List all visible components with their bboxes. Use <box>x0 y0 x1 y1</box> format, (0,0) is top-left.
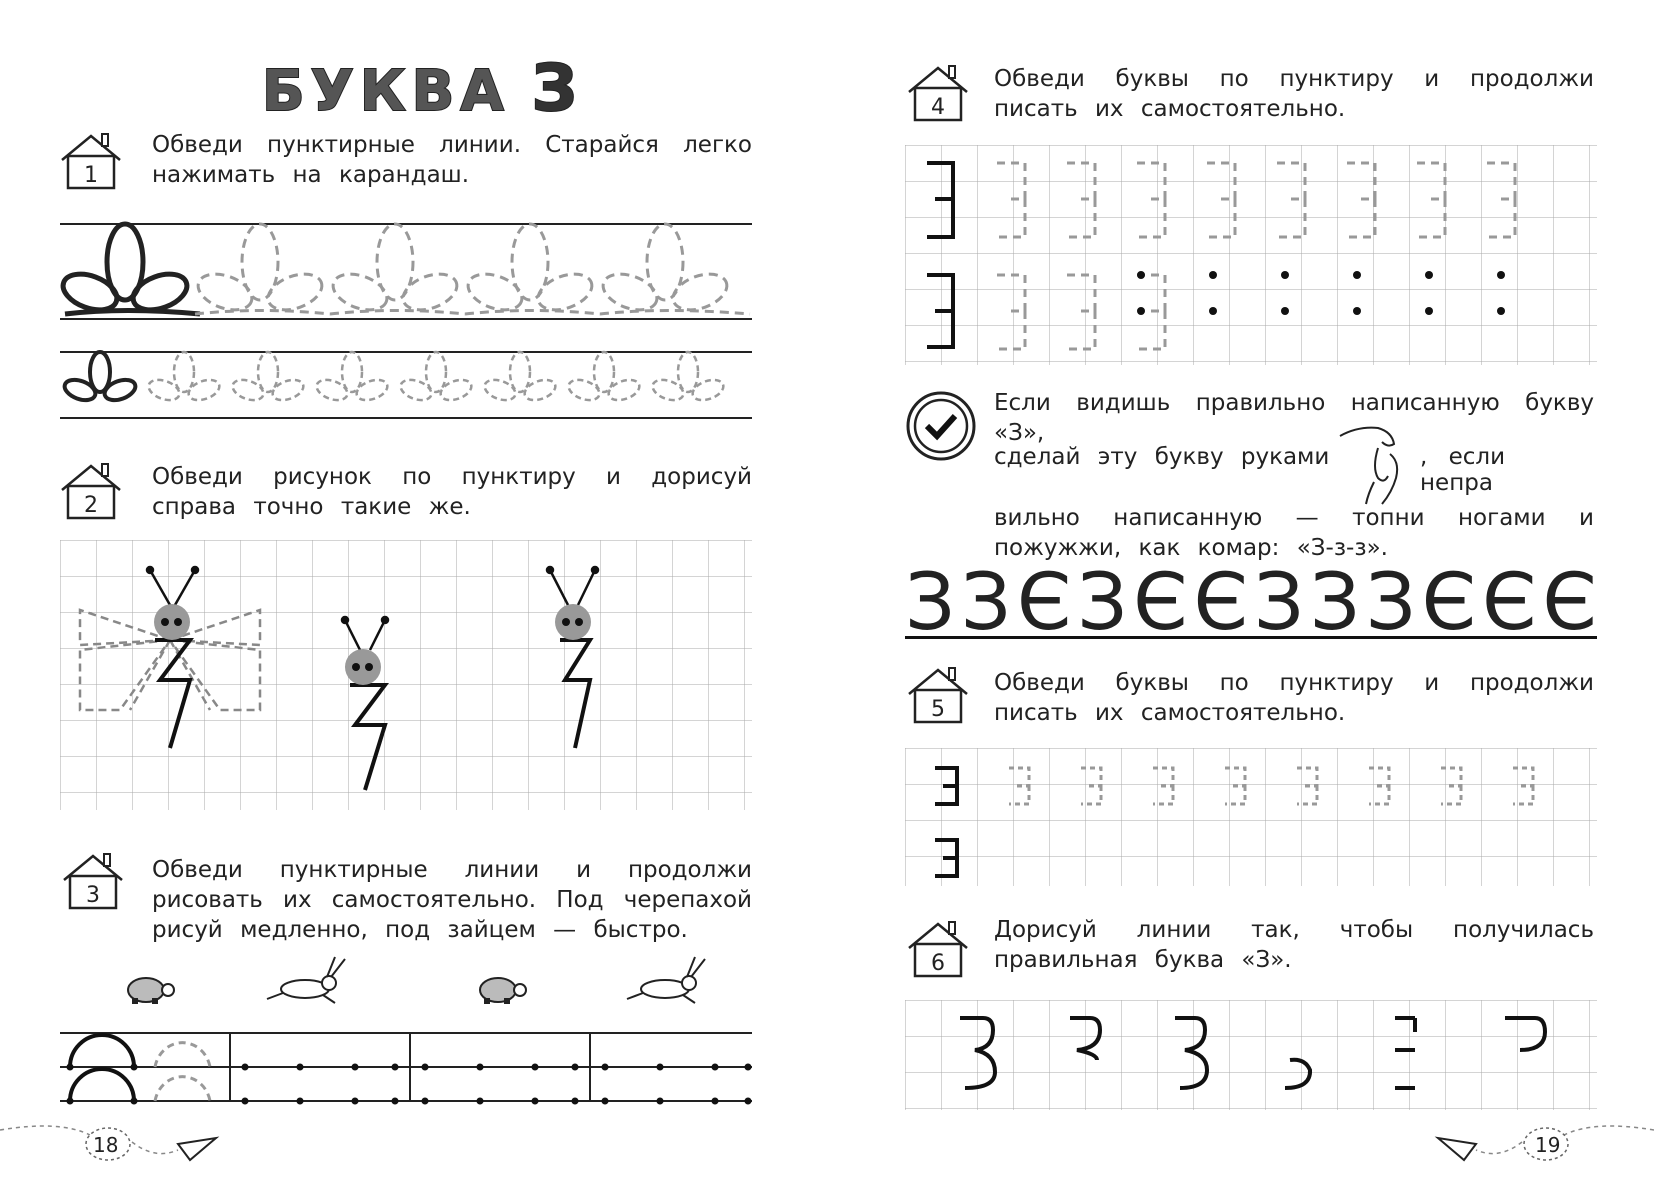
check-text-line-1: Если видишь правильно написанную букву «З», <box>994 390 1594 446</box>
task-instruction: Обведи пунктирные линии и продолжи рисовать их самостоятельно. Под черепахой рисуй медленно, под зайцем — быстро. <box>152 857 752 943</box>
letter-tracing-grid <box>905 145 1597 365</box>
letter-item[interactable]: Є <box>1542 558 1597 648</box>
task-instruction: Обведи буквы по пунктиру и продолжи писать их самостоятельно. <box>994 66 1594 122</box>
arc-tracing-lines <box>60 1025 752 1105</box>
small-letter-tracing-grid <box>905 748 1597 886</box>
task-instruction: Дорисуй линии так, чтобы получилась правильная буква «З». <box>994 917 1594 973</box>
letter-item[interactable]: З <box>1253 558 1304 648</box>
hands-gesture-icon <box>1338 418 1418 506</box>
task-number: 1 <box>84 163 98 188</box>
letter-completion-grid <box>905 1000 1597 1110</box>
check-text-line-2a: сделай эту букву руками <box>994 444 1330 470</box>
paper-plane-icon <box>1438 1138 1476 1160</box>
letter-item[interactable]: Є <box>1482 558 1537 648</box>
house-icon <box>905 918 971 980</box>
title-prefix: БУКВА <box>262 59 510 124</box>
letter-item[interactable]: Є <box>1016 558 1072 648</box>
task-number: 2 <box>84 493 98 518</box>
check-text-line-3: вильно написанную — топни ногами и пожужжи, как комар: «З-з-з». <box>994 505 1594 561</box>
letter-item[interactable]: Є <box>1421 558 1477 648</box>
task-number: 5 <box>931 697 945 722</box>
letter-item[interactable]: Є <box>1193 558 1248 648</box>
letter-item[interactable]: Є <box>1133 558 1188 648</box>
check-text-line-2b: , если непра <box>1420 444 1506 496</box>
letter-item[interactable]: З <box>905 558 956 648</box>
hare-icon <box>265 955 350 1005</box>
task-instruction: Обведи буквы по пунктиру и продолжи писать их самостоятельно. <box>994 670 1594 726</box>
task-number: 4 <box>931 95 945 120</box>
house-icon <box>905 664 971 726</box>
house-icon <box>58 460 124 522</box>
letter-item[interactable]: З <box>1309 558 1360 648</box>
hare-icon <box>625 955 710 1005</box>
task-instruction: Обведи пунктирные линии. Старайся легко нажимать на карандаш. <box>152 132 752 188</box>
page-number: 18 <box>93 1133 119 1157</box>
paper-plane-icon <box>178 1138 216 1160</box>
check-circle-icon <box>905 390 977 462</box>
task-instruction: Обведи рисунок по пунктиру и дорисуй справа точно такие же. <box>152 464 752 520</box>
letter-item[interactable]: З <box>1365 558 1416 648</box>
house-icon <box>905 62 971 124</box>
flower-tracing-lines <box>60 222 752 422</box>
turtle-icon <box>118 970 178 1006</box>
letter-item[interactable]: З <box>960 558 1011 648</box>
title-letter: З <box>531 52 584 126</box>
letter-recognition-row <box>905 558 1597 648</box>
page-number: 19 <box>1535 1133 1561 1157</box>
turtle-icon <box>470 970 530 1006</box>
letter-item[interactable]: З <box>1077 558 1128 648</box>
page-title <box>262 52 583 126</box>
house-icon <box>58 130 124 192</box>
task-number: 6 <box>931 951 945 976</box>
butterfly-grid <box>60 540 752 810</box>
house-icon <box>60 850 126 912</box>
task-number: 3 <box>86 883 100 908</box>
